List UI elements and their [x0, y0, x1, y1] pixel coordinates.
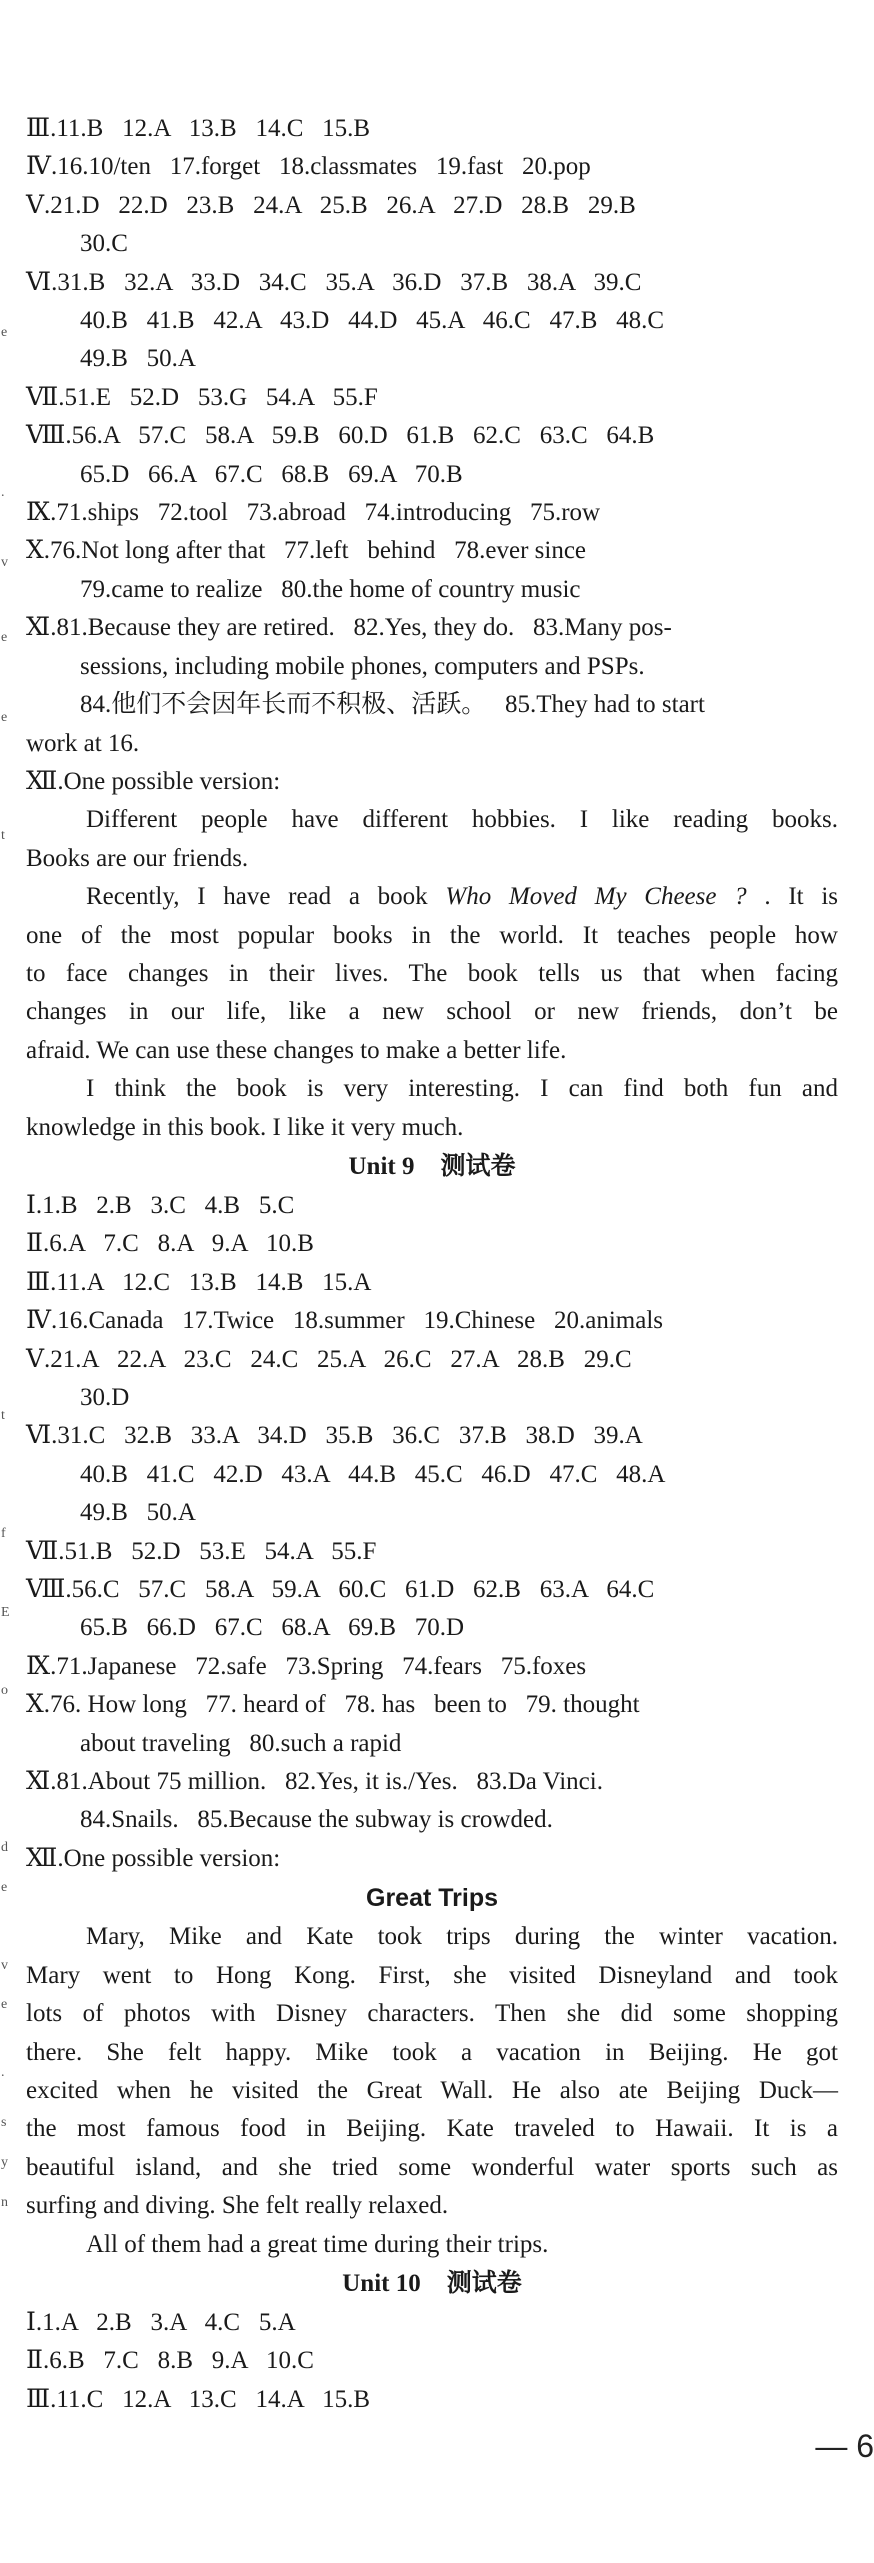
essay-line: lots of photos with Disney characters. Then she did some shopping — [26, 2000, 838, 2028]
sample-essay — [26, 1918, 838, 2264]
unit8-answers-continued — [26, 110, 838, 1147]
answer-line: Ⅲ.11.B 12.A 13.B 14.C 15.B — [26, 115, 371, 142]
answer-line: Ⅰ.1.A 2.B 3.A 4.C 5.A — [26, 2308, 296, 2336]
edge-char: v — [1, 1958, 8, 1973]
answer-line: 30.C — [80, 230, 128, 258]
answer-line: Ⅻ.One possible version: — [26, 1844, 281, 1872]
answer-line: 30.D — [80, 1384, 130, 1411]
answer-line: Ⅺ.81.Because they are retired. 82.Yes, they do. 83.Many pos- — [26, 614, 672, 642]
answer-line: 65.B 66.D 67.C 68.A 69.B 70.D — [80, 1614, 465, 1642]
edge-char: o — [1, 1683, 8, 1698]
answer-line: Ⅲ.11.A 12.C 13.B 14.B 15.A — [26, 1268, 372, 1296]
answer-line: 79.came to realize 80.the home of country music — [80, 575, 581, 603]
answer-line: Ⅷ.56.C 57.C 58.A 59.A 60.C 61.D 62.B 63.A 64.C — [26, 1576, 655, 1604]
answer-line: 40.B 41.C 42.D 43.A 44.B 45.C 46.D 47.C 48.A — [80, 1460, 666, 1488]
answer-key — [26, 110, 838, 2419]
edge-char: n — [1, 2195, 8, 2210]
essay-line: knowledge in this book. I like it very much. — [26, 1113, 464, 1141]
edge-char: s — [1, 2115, 7, 2130]
page-number: — 6 — [815, 2428, 874, 2464]
answer-line: 84.Snails. 85.Because the subway is crowded. — [80, 1806, 553, 1834]
essay-line: afraid. We can use these changes to make a better life. — [26, 1036, 567, 1064]
answer-line: Ⅲ.11.C 12.A 13.C 14.A 15.B — [26, 2385, 371, 2413]
essay-line: Mary went to Hong Kong. First, she visited Disneyland and took — [26, 1961, 838, 1989]
unit-subtitle: 测试卷 — [446, 2269, 522, 2297]
edge-char: . — [1, 2065, 5, 2080]
edge-char: t — [1, 828, 5, 843]
unit-title: Unit 9 — [348, 1152, 415, 1180]
essay-line: Mary, Mike and Kate took trips during the winter vacation. — [86, 1923, 838, 1951]
answer-line: Ⅶ.51.B 52.D 53.E 54.A 55.F — [26, 1537, 377, 1565]
answer-line: Ⅴ.21.D 22.D 23.B 24.A 25.B 26.A 27.D 28.B 29.B — [26, 191, 636, 219]
edge-char: v — [1, 555, 8, 570]
answer-line: Ⅹ.76. How long 77. heard of 78. has been to 79. thought — [26, 1691, 640, 1719]
left-edge-bleed — [0, 0, 16, 2563]
unit-heading — [26, 2264, 838, 2304]
edge-char: e — [1, 1997, 8, 2012]
book-title: Who Moved My Cheese ? — [445, 883, 747, 911]
answer-line: 65.D 66.A 67.C 68.B 69.A 70.B — [80, 460, 463, 488]
answer-line: Ⅵ.31.B 32.A 33.D 34.C 35.A 36.D 37.B 38.A 39.C — [26, 268, 642, 296]
unit9-answers — [26, 1147, 838, 2264]
unit-title: Unit 10 — [342, 2269, 421, 2297]
answer-line: Ⅸ.71.ships 72.tool 73.abroad 74.introducing 75.row — [26, 499, 601, 527]
essay-line: there. She felt happy. Mike took a vacation in Beijing. He got — [26, 2038, 838, 2066]
edge-char: y — [1, 2155, 8, 2170]
essay-line: I think the book is very interesting. I can find both fun and — [86, 1075, 838, 1103]
essay-text: Recently, I have read a book — [86, 883, 446, 911]
edge-char: e — [1, 710, 8, 725]
answer-line: 49.B 50.A — [80, 1499, 196, 1527]
answer-line: about traveling 80.such a rapid — [80, 1729, 402, 1757]
essay-line: excited when he visited the Great Wall. He also ate Beijing Duck— — [26, 2076, 838, 2104]
edge-char: E — [1, 1605, 10, 1620]
answer-line: Ⅷ.56.A 57.C 58.A 59.B 60.D 61.B 62.C 63.C 64.B — [26, 422, 655, 450]
essay-title: Great Trips — [366, 1884, 498, 1913]
essay-line: Books are our friends. — [26, 844, 249, 872]
answer-line: Ⅶ.51.E 52.D 53.G 54.A 55.F — [26, 383, 378, 411]
answer-line: Ⅰ.1.B 2.B 3.C 4.B 5.C — [26, 1191, 295, 1219]
answer-line: Ⅳ.16.Canada 17.Twice 18.summer 19.Chinese 20.animals — [26, 1307, 663, 1335]
essay-line: the most famous food in Beijing. Kate traveled to Hawaii. It is a — [26, 2115, 838, 2143]
answer-line: Ⅳ.16.10/ten 17.forget 18.classmates 19.fast 20.pop — [26, 153, 591, 181]
essay-line: beautiful island, and she tried some wonderful water sports such as — [26, 2153, 838, 2181]
essay-line: to face changes in their lives. The book tells us that when facing — [26, 959, 838, 987]
answer-line: sessions, including mobile phones, computers and PSPs. — [80, 652, 645, 680]
answer-line: Ⅱ.6.B 7.C 8.B 9.A 10.C — [26, 2347, 314, 2375]
edge-char: d — [1, 1840, 8, 1855]
answer-line: Ⅺ.81.About 75 million. 82.Yes, it is./Yes. 83.Da Vinci. — [26, 1768, 603, 1796]
answer-line: 40.B 41.B 42.A 43.D 44.D 45.A 46.C 47.B 48.C — [80, 307, 665, 335]
answer-line: Ⅴ.21.A 22.A 23.C 24.C 25.A 26.C 27.A 28.B 29.C — [26, 1345, 632, 1373]
essay-text: . It is — [746, 883, 838, 911]
essay-line: Different people have different hobbies. I like reading books. — [86, 806, 838, 834]
edge-char: e — [1, 325, 8, 340]
essay-line: surfing and diving. She felt really relaxed. — [26, 2192, 449, 2220]
edge-char: e — [1, 630, 8, 645]
answer-line: Ⅱ.6.A 7.C 8.A 9.A 10.B — [26, 1230, 314, 1258]
edge-char: f — [1, 1526, 6, 1541]
essay-line: All of them had a great time during their trips. — [86, 2230, 549, 2258]
edge-char: . — [1, 485, 5, 500]
sample-essay — [26, 801, 838, 1147]
edge-char: t — [1, 1408, 5, 1423]
answer-line: 84.他们不会因年长而不积极、活跃。 85.They had to start — [80, 691, 705, 719]
answer-line: Ⅸ.71.Japanese 72.safe 73.Spring 74.fears 75.foxes — [26, 1652, 587, 1680]
unit-subtitle: 测试卷 — [440, 1152, 516, 1180]
answer-line: Ⅹ.76.Not long after that 77.left behind 78.ever since — [26, 537, 587, 565]
essay-line: one of the most popular books in the world. It teaches people how — [26, 921, 838, 949]
answer-line: work at 16. — [26, 729, 140, 757]
answer-line: 49.B 50.A — [80, 345, 196, 373]
essay-line — [26, 878, 838, 916]
answer-line: Ⅵ.31.C 32.B 33.A 34.D 35.B 36.C 37.B 38.D 39.A — [26, 1422, 643, 1450]
edge-char: e — [1, 1880, 8, 1895]
essay-line: changes in our life, like a new school or new friends, don’t be — [26, 998, 838, 1026]
answer-line: Ⅻ.One possible version: — [26, 767, 281, 795]
unit-heading — [26, 1147, 838, 1187]
unit10-answers — [26, 2264, 838, 2419]
